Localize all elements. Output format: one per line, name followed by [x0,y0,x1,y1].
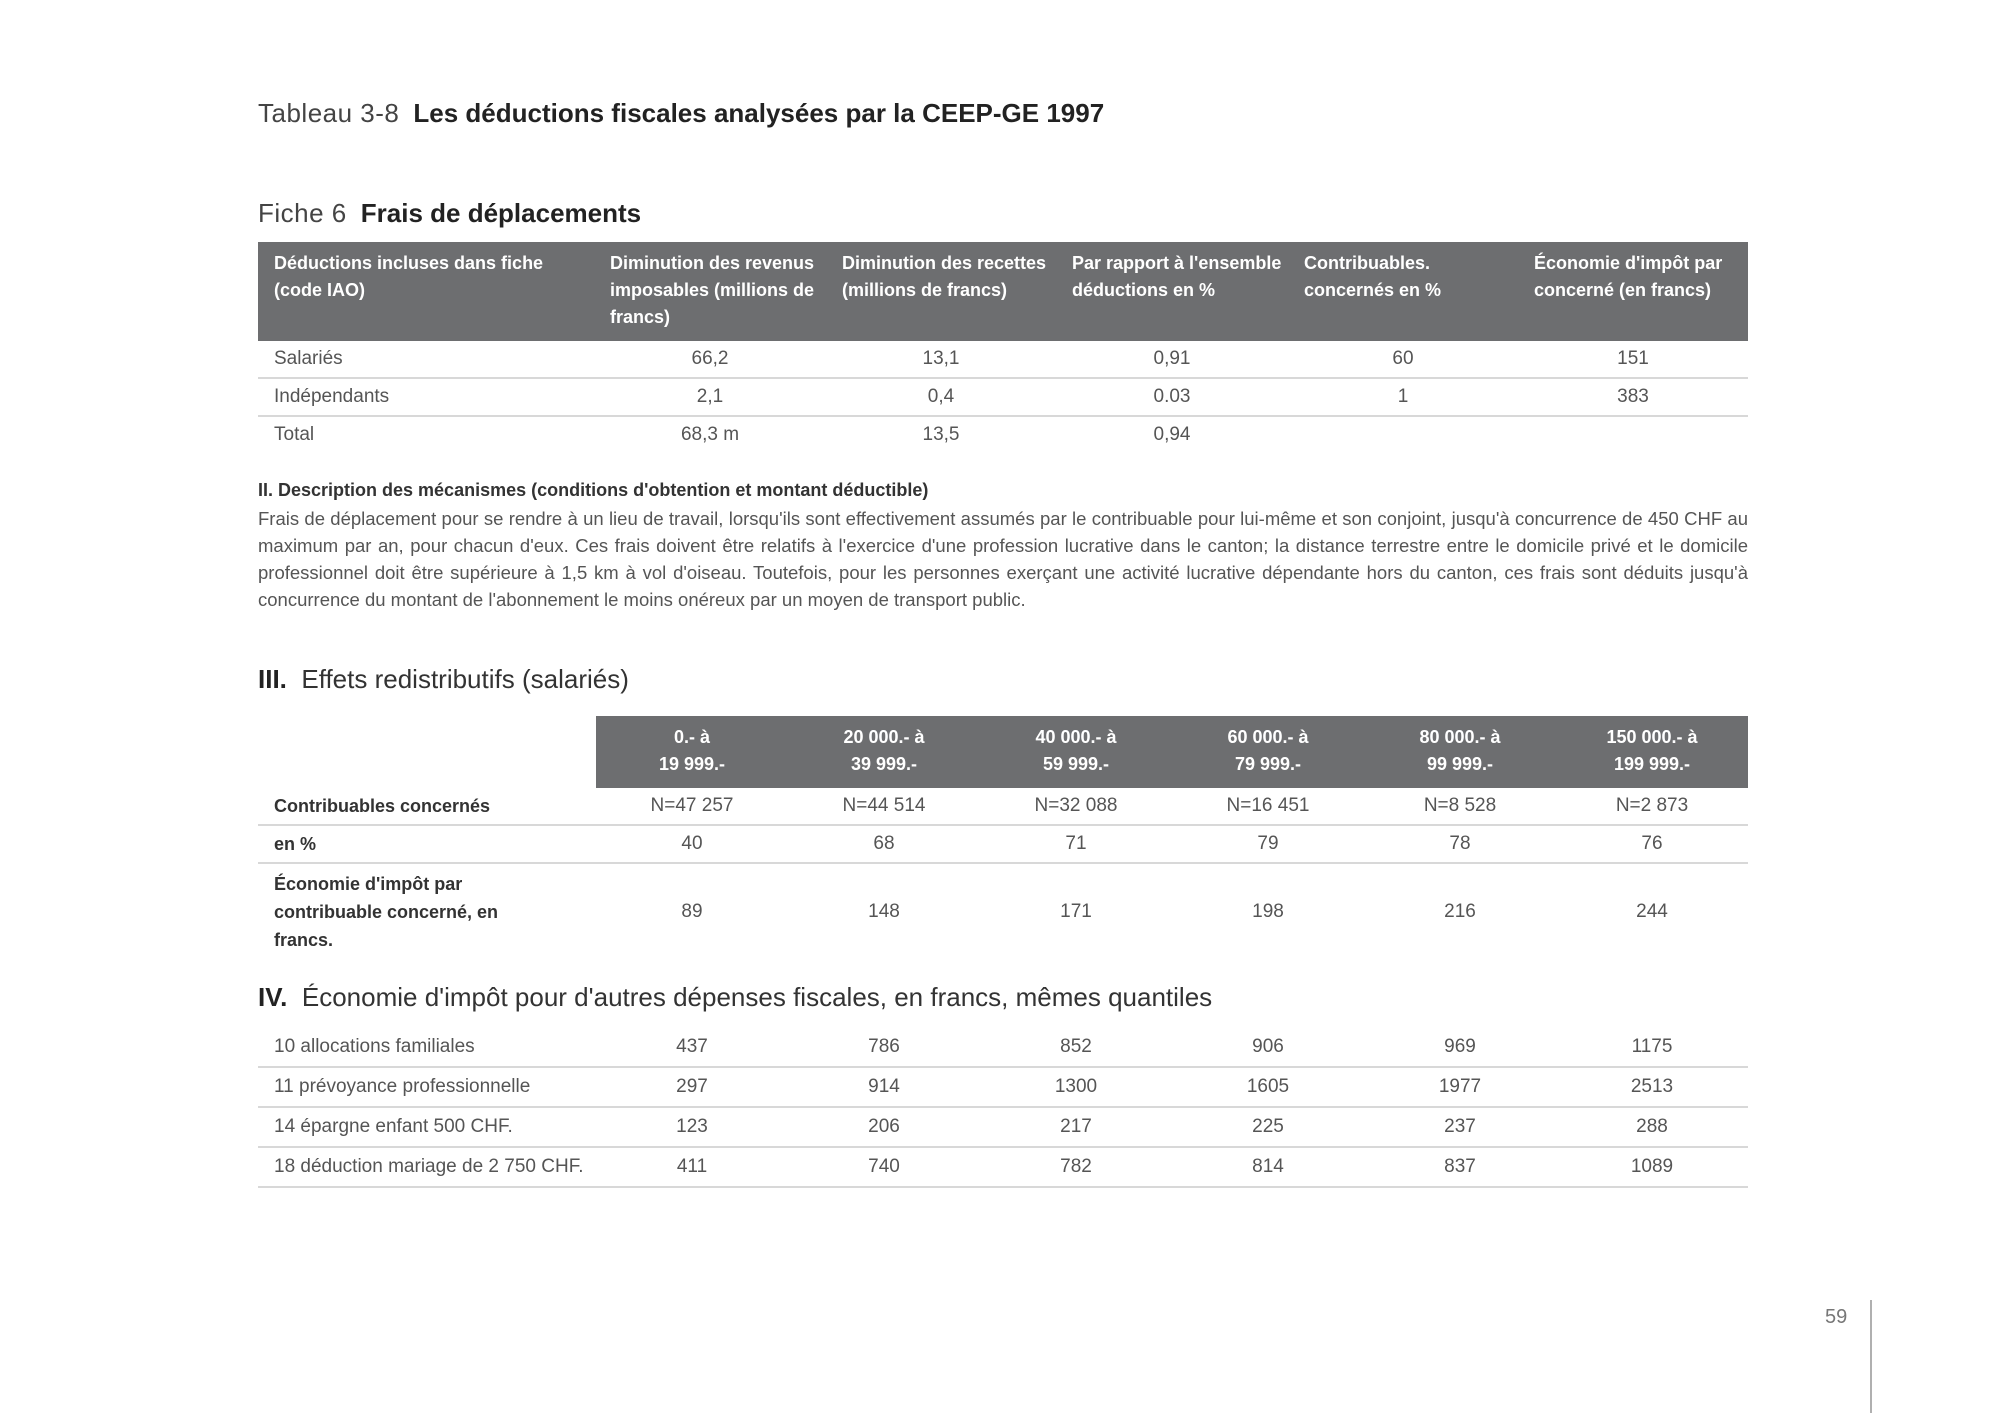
bracket-from: 60 000.- à [1227,727,1309,747]
table-row [258,1147,1748,1187]
cell: 1089 [1556,1147,1748,1187]
cell: 437 [596,1028,788,1067]
cell: N=2 873 [1556,788,1748,825]
cell: 78 [1364,825,1556,863]
cell: 225 [1172,1107,1364,1147]
deductions-header-row [258,242,1748,341]
cell: N=44 514 [788,788,980,825]
row-label: 10 allocations familiales [258,1028,596,1067]
table-row [258,788,1748,825]
header-contribuables: Contribuables. concernés en % [1288,242,1518,341]
section-4-title [258,982,1748,1013]
section-3-numeral: III. [258,664,287,694]
cell: 76 [1556,825,1748,863]
bracket-to: 19 999.- [658,754,726,774]
cell: 206 [788,1107,980,1147]
cell: 969 [1364,1028,1556,1067]
cell: 216 [1444,901,1476,922]
bracket-to: 79 999.- [1234,754,1302,774]
cell: 411 [596,1147,788,1187]
bracket-to: 39 999.- [850,754,918,774]
page-margin-rule [1870,1300,1872,1413]
cell: 13,1 [826,341,1056,378]
cell: 1300 [980,1067,1172,1107]
cell: 782 [980,1147,1172,1187]
table-number: Tableau 3-8 [258,98,400,128]
redistribution-table-block [258,716,1748,960]
fiche-caption [258,198,1748,229]
deductions-table [258,242,1748,453]
row-label: 11 prévoyance professionnelle [258,1067,596,1107]
cell: 786 [788,1028,980,1067]
cell: 1977 [1364,1067,1556,1107]
bracket-header [1172,716,1364,788]
table-row [258,1067,1748,1107]
other-expenses-table-block [258,1028,1748,1188]
table-row [258,825,1748,863]
bracket-header [596,716,788,788]
table-row [258,1028,1748,1067]
row-label: Salariés [258,341,594,378]
description-section [258,480,1748,613]
row-label: 18 déduction mariage de 2 750 CHF. [258,1147,596,1187]
deductions-table-block [258,242,1748,453]
bracket-header [1556,716,1748,788]
cell: 1 [1288,378,1518,416]
bracket-to: 199 999.- [1613,754,1691,774]
section-4-numeral: IV. [258,982,288,1012]
cell: N=16 451 [1172,788,1364,825]
cell: 68,3 m [680,424,740,445]
cell: 2513 [1556,1067,1748,1107]
cell: 123 [596,1107,788,1147]
section-3-text: Effets redistributifs (salariés) [301,664,629,694]
bracket-header [980,716,1172,788]
table-row [258,416,1748,453]
fiche-number: Fiche 6 [258,198,347,228]
bracket-from: 0.- à [673,727,711,747]
cell: 244 [1636,901,1668,922]
other-expenses-table [258,1028,1748,1188]
page-number: 59 [1825,1306,1848,1328]
row-label: Total [274,424,315,445]
cell: 151 [1518,341,1748,378]
row-label: en % [258,825,596,863]
table-row [258,863,1748,960]
description-heading: II. Description des mécanismes (conditions d'obtention et montant déductible) [258,480,929,500]
cell: 2,1 [594,378,826,416]
cell: 1175 [1556,1028,1748,1067]
table-row [258,378,1748,416]
cell: 68 [788,825,980,863]
cell: 852 [980,1028,1172,1067]
cell: 13,5 [922,424,960,445]
cell: 198 [1252,901,1284,922]
cell: 288 [1556,1107,1748,1147]
cell: 79 [1172,825,1364,863]
cell [1288,416,1518,453]
section-3-title [258,664,1748,695]
bracket-header [788,716,980,788]
header-revenus: Diminution des revenus imposables (millions de francs) [594,242,826,341]
table-row [258,1107,1748,1147]
cell: 217 [980,1107,1172,1147]
bracket-to: 59 999.- [1042,754,1110,774]
bracket-from: 80 000.- à [1419,727,1501,747]
cell: 740 [788,1147,980,1187]
header-recettes: Diminution des recettes (millions de francs) [826,242,1056,341]
row-label: Contribuables concernés [258,788,596,825]
cell: 0,4 [826,378,1056,416]
cell: 837 [1364,1147,1556,1187]
cell: 60 [1288,341,1518,378]
cell: 171 [1060,901,1092,922]
cell: 297 [596,1067,788,1107]
cell: 906 [1172,1028,1364,1067]
bracket-from: 40 000.- à [1035,727,1117,747]
cell: 148 [868,901,900,922]
cell: 0,94 [1153,424,1191,445]
table-title: Les déductions fiscales analysées par la CEEP-GE 1997 [413,98,1105,128]
fiche-title: Frais de déplacements [360,198,642,228]
cell: 237 [1364,1107,1556,1147]
description-body: Frais de déplacement pour se rendre à un lieu de travail, lorsqu'ils sont effectivement assumés par le contribuable pour lui-même et son conjoint, jusqu'à concurrence de 450 CHF au maximum par an, pour chacun d'eux. Ces frais doivent être relatifs à l'exercice d'une profession lucrative dans le canton; la distance terrestre entre le domicile privé et le domicile professionnel doit être supérieure à 1,5 km à vol d'oiseau. Toutefois, pour les personnes exerçant une activité lucrative dépendante hors du canton, ces frais sont déduits jusqu'à concurrence du montant de l'abonnement le moins onéreux par un moyen de transport public. [258,508,1748,610]
cell: 89 [681,901,703,922]
bracket-to: 99 999.- [1426,754,1494,774]
cell: 1605 [1172,1067,1364,1107]
cell: 383 [1518,378,1748,416]
cell: 0.03 [1056,378,1288,416]
header-rapport: Par rapport à l'ensemble déductions en % [1056,242,1288,341]
empty-header [258,716,596,788]
cell: 40 [596,825,788,863]
bracket-from: 20 000.- à [843,727,925,747]
row-label: Indépendants [258,378,594,416]
cell: 0,91 [1056,341,1288,378]
section-4-text: Économie d'impôt pour d'autres dépenses fiscales, en francs, mêmes quantiles [301,982,1213,1012]
header-economie: Économie d'impôt par concerné (en francs) [1518,242,1748,341]
header-deductions: Déductions incluses dans fiche (code IAO) [258,242,594,341]
cell: 814 [1172,1147,1364,1187]
cell: N=47 257 [596,788,788,825]
table-row [258,341,1748,378]
cell: N=32 088 [980,788,1172,825]
cell: N=8 528 [1364,788,1556,825]
bracket-from: 150 000.- à [1606,727,1698,747]
row-label: 14 épargne enfant 500 CHF. [258,1107,596,1147]
bracket-header [1364,716,1556,788]
cell: 66,2 [594,341,826,378]
cell: 71 [980,825,1172,863]
cell [1518,416,1748,453]
cell: 914 [788,1067,980,1107]
row-label: Économie d'impôt par contribuable concerné, en francs. [274,874,499,950]
table-caption [258,98,1748,129]
redistribution-header-row [258,716,1748,788]
redistribution-table [258,716,1748,960]
